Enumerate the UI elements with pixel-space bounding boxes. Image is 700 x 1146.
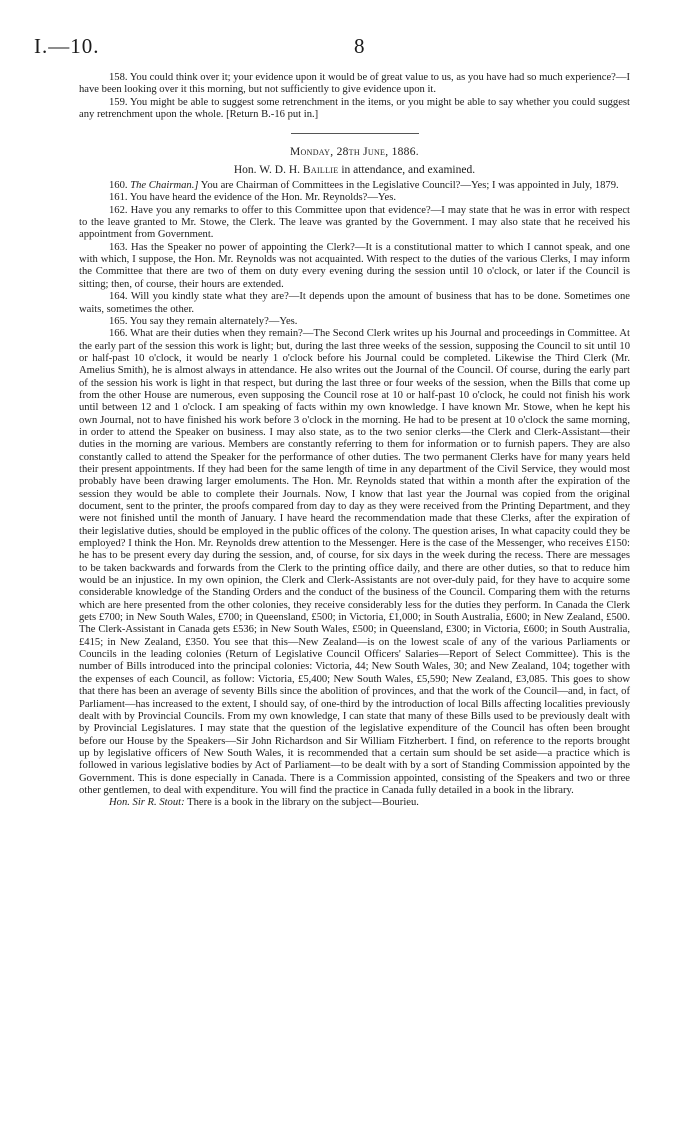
- question-162: [79, 205, 630, 242]
- question-number: 163.: [109, 241, 128, 253]
- date-day: Monday: [290, 146, 331, 159]
- question-164: [79, 291, 630, 316]
- question-text: You are Chairman of Committees in the Legislative Council?—Yes; I was appointed in July, 1879.: [200, 180, 619, 192]
- session-date: [79, 146, 630, 158]
- question-number: 164.: [109, 291, 128, 303]
- question-text: Has the Speaker no power of appointing the Clerk?—It is a constitutional matter to which I cannot speak, and one with which, I suppose, the Hon. Mr. Reynolds was not acquainted. With respect to the duties of the various Clerks, I may inform the Committee that there are two of them on duty every evening during the session until 10 o'clock, or later if the Council is sitting; then, of course, their hours are extended.: [79, 241, 631, 290]
- closing-text: There is a book in the library on the subject—Bourieu.: [184, 797, 419, 809]
- date-rest: , 28th June, 1886.: [330, 146, 419, 159]
- page-header: [34, 34, 642, 56]
- question-number: 165.: [109, 315, 128, 327]
- question-161: [79, 192, 630, 204]
- question-163: [79, 242, 630, 291]
- section-divider: [291, 133, 419, 134]
- witness-prefix: Hon. W. D. H.: [233, 163, 303, 176]
- question-165: [79, 316, 630, 328]
- question-number: 166.: [109, 328, 128, 340]
- question-158: [79, 72, 630, 97]
- paper-code: I.—10.: [34, 34, 100, 58]
- witness-name: Baillie: [302, 163, 339, 176]
- question-number: 159.: [109, 96, 128, 108]
- question-number: 158.: [109, 72, 128, 83]
- closing-speaker: Hon. Sir R. Stout:: [109, 797, 185, 809]
- question-text: You say they remain alternately?—Yes.: [129, 315, 298, 327]
- witness-suffix: in attendance, and examined.: [338, 163, 476, 176]
- question-text: What are their duties when they remain?—The Second Clerk writes up his Journal and proceedings in Committee. At the early part of the session this work is light; but, during the last three weeks of the session, supposing the Council to sit until 10 or half-past 10 o'clock, it would be nearly 1 o'clock before his Journal could be completed. Likewise the Third Clerk (Mr. Amelius Smith), he is almost always in attendance. He also writes out the Journal of the Council. Of course, during the early part of the session his work is light in that respect, but during the last three or four weeks of the session, when the Bills that come up from the other House are numerous, even supposing the Council rose at 10 or half-past 10 o'clock, he could not finish his work until between 12 and 1 o'clock. I am speaking of facts within my own knowledge. I have known Mr. Stowe, when he kept his own Journal, not to have finished his work before 3 o'clock in the morning. He had to be present at 10 o'clock the same morning, in order to attend the Speaker on business. I may also state, as to the two senior clerks—the Clerk and Clerk-Assistant—their duties in the morning are various. Members are constantly referring to them for information or to furnish papers. They are also constantly called to attend the Speaker for the performance of other duties. The two permanent Clerks have for many years held their present appointments. If they had been for the same length of time in any department of the Civil Service, they would most probably have been drawing larger emoluments. The Hon. Mr. Reynolds stated that within a month after the expiration of the session they would be able to complete their Journals. Now, I know that last year the Journal was copied from the original document, sent to the printer, the proofs compared from day to day as they were received from the Printing Department, and they were not finished until the month of January. I have heard the recommendation made that these Clerks, after the expiration of their legislative duties, should be employed in the public offices of the colony. The question arises, In what capacity could they be employed? I think the Hon. Mr. Reynolds drew attention to the Messenger. Here is the case of the Messenger, who receives £150: he has to be present every day during the session, and, of course, for six days in the week during the recess. There are messages to be taken backwards and forwards from the Clerk to the printing office daily, and there are other duties, so that to reduce him would be an injustice. In my own opinion, the Clerk and Clerk-Assistants are not over-duly paid, for they have to acquire some considerable knowledge of the Standing Orders and the conduct of the business of the Council. Comparing them with the returns which are here presented from the other colonies, they receive considerably less for the duties they perform. In Canada the Clerk gets £700; in New South Wales, £700; in Queensland, £500; in Victoria, £1,000; in South Australia, £600; in New Zealand, £500. The Clerk-Assistant in Canada gets £536; in New South Wales, £500; in Queensland, £300; in Victoria, £600; in South Australia, £415; in New Zealand, £350. You see that this—New Zealand—is on the lowest scale of any of the various Parliaments or Councils in the leading colonies (Return of Legislative Council Officers' Salaries—Report of Select Committee). This is the number of Bills introduced into the principal colonies: Victoria, 44; New South Wales, 30; and New Zealand, 104; together with the expenses of each Council, as follow: Victoria, £5,400; New South Wales, £5,590; New Zealand, £3,085. This goes to show that there has been an average of seventy Bills since the abolition of provinces, and that the work of the Council—and, in fact, of Parliament—has increased to the extent, I should say, of one-third by the introduction of local Bills affecting localities previously dealt with by Provincial Councils. From my own knowledge, I can state that many of these Bills used to be previously dealt with by Provincial Legislatures. I may state that the question of the legislative expenditure of the Council has often been brought before our House by the Speakers—Sir John Richardson and Sir William Fitzherbert. I find, on reference to the reports brought up by legislative officers of New South Wales, it is recommended that a certain sum should be set aside—a practice which is followed in various legislative bodies by Act of Parliament—to be dealt with by a sort of Standing Commission appointed by the Government. This is done especially in Canada. There is a Commission appointed, consisting of the Speakers and two or three other gentlemen, to deal with expenditure. You will find the practice in Canada fully detailed in a book in the library.: [79, 328, 631, 796]
- question-number: 162.: [109, 204, 128, 216]
- question-text: You might be able to suggest some retrenchment in the items, or you might be able to say whether you could suggest any retrenchment upon the whole. [Return B.-16 put in.]: [79, 96, 630, 121]
- question-number: 160.: [109, 180, 128, 192]
- question-text: You have heard the evidence of the Hon. Mr. Reynolds?—Yes.: [129, 192, 396, 204]
- question-text: You could think over it; your evidence upon it would be of great value to us, as you have had so much experience?—I have been looking over it this morning, but not sufficiently to give evidence upon it.: [79, 72, 630, 96]
- question-159: [79, 97, 630, 122]
- question-160: [79, 180, 630, 192]
- question-166: [79, 328, 630, 797]
- witness-line: [79, 164, 630, 176]
- question-number: 161.: [109, 192, 128, 204]
- question-speaker: The Chairman.]: [130, 180, 199, 192]
- question-text: Have you any remarks to offer to this Committee upon that evidence?—I may state that he was in error with respect to the leave granted to Mr. Stowe, the Clerk. The leave was granted by the Government. I may also state that he received his appointment from Government.: [79, 204, 630, 241]
- question-text: Will you kindly state what they are?—It depends upon the amount of business that has to be done. Sometimes one waits, sometimes the other.: [79, 291, 630, 315]
- document-body: [79, 72, 630, 810]
- closing-remark: [79, 797, 630, 809]
- page-number: 8: [354, 34, 365, 58]
